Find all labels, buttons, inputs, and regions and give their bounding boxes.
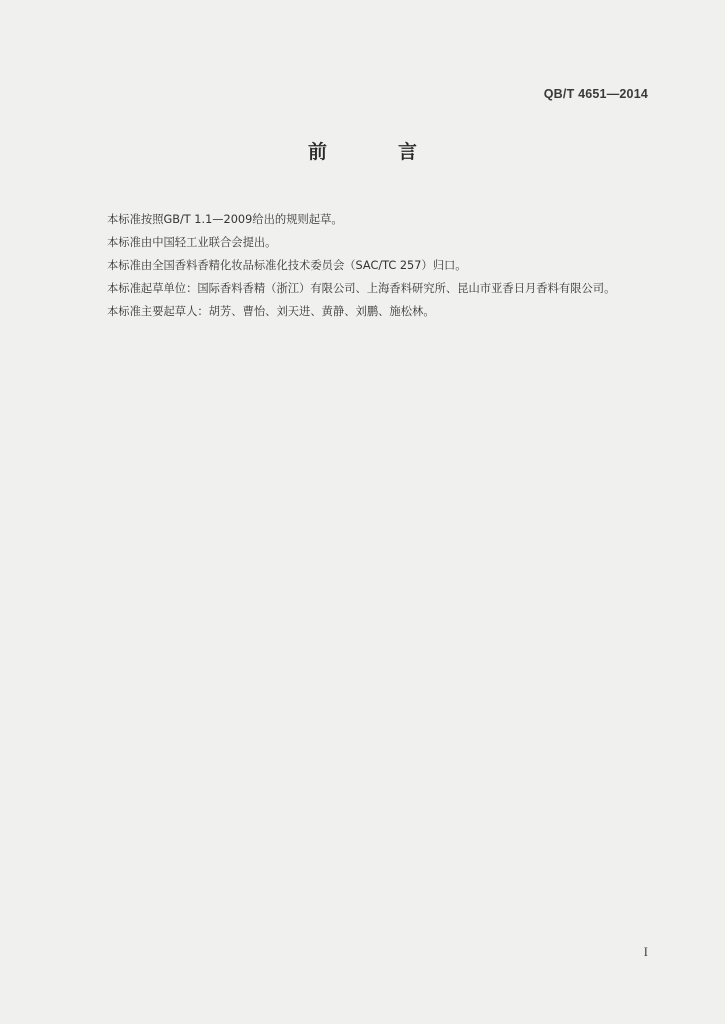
standard-code: QB/T 4651—2014	[543, 87, 648, 101]
paragraph-technical-committee: 本标准由全国香料香精化妆品标准化技术委员会（SAC/TC 257）归口。	[107, 259, 467, 272]
page-number: I	[643, 944, 648, 959]
foreword-body	[83, 208, 651, 323]
paragraph-drafting-rules: 本标准按照GB/T 1.1—2009给出的规则起草。	[107, 213, 343, 226]
paragraph-proposer: 本标准由中国轻工业联合会提出。	[107, 236, 277, 249]
paragraph-main-drafters: 本标准主要起草人：胡芳、曹怡、刘天进、黄静、刘鹏、施松林。	[107, 305, 435, 318]
paragraph-drafting-units: 本标准起草单位：国际香料香精（浙江）有限公司、上海香料研究所、昆山市亚香日月香料有限公司。	[107, 282, 616, 295]
section-title: 前 言	[307, 141, 443, 163]
